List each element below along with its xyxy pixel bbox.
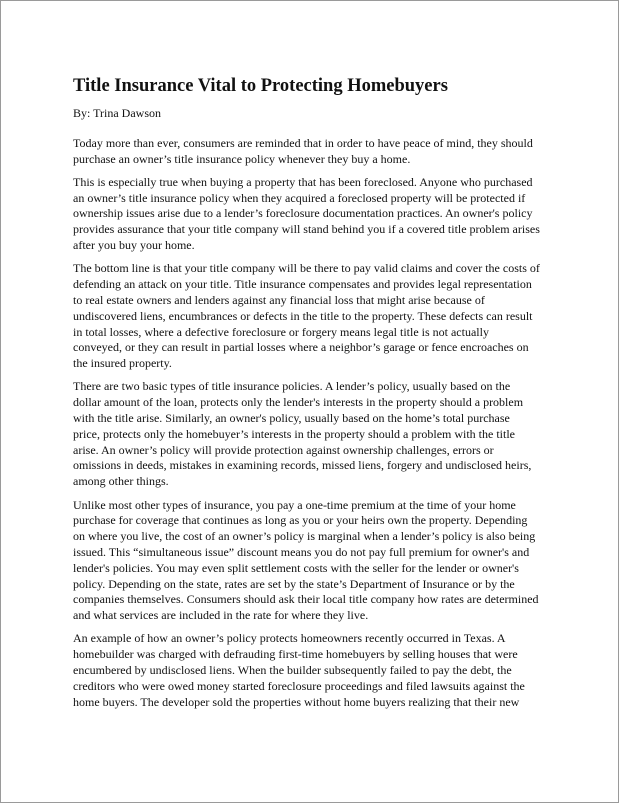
paragraph-6: An example of how an owner’s policy protects homeowners recently occurred in Texas. A homebuilder was charged with defrauding first-time homebuyers by selling houses that were encumbered by undisclosed liens. When the builder subsequently failed to pay the debt, the creditors who were owed money started foreclosure proceedings and filed lawsuits against the home buyers. The developer sold the properties without home buyers realizing that their new <box>73 631 525 709</box>
page-title: Title Insurance Vital to Protecting Homebuyers <box>73 76 448 96</box>
paragraph-2: This is especially true when buying a property that has been foreclosed. Anyone who purchased an owner’s title insurance policy when they acquired a foreclosed property will be protected if ownership issues arise due to a lender’s foreclosure documentation practices. An owner's policy provides assurance that your title company will stand behind you if a covered title problem arises after you buy your home. <box>73 174 540 253</box>
paragraph-4: There are two basic types of title insurance policies. A lender’s policy, usually based on the dollar amount of the loan, protects only the lender's interests in the property should a problem with the title arise. Similarly, an owner's policy, usually based on the home’s total purchase price, protects only the homebuyer’s interests in the property should a problem with the title arise. An owner’s policy will provide protection against ownership challenges, errors or omissions in deeds, mistakes in examining records, missed liens, forgery and undisclosed heirs, among other things. <box>73 379 532 489</box>
byline: By: Trina Dawson <box>73 106 162 120</box>
paragraph-1: Today more than ever, consumers are reminded that in order to have peace of mind, they should purchase an owner’s title insurance policy whenever they buy a home. <box>73 135 533 166</box>
paragraph-3: The bottom line is that your title company will be there to pay valid claims and cover the costs of defending an attack on your title. Title insurance compensates and provides legal representation to real estate owners and lenders against any financial loss that might arise because of undiscovered liens, encumbrances or defects in the title to the property. These defects can result in total losses, where a defective foreclosure or forgery means legal title is not actually conveyed, or they can result in partial losses where a neighbor’s garage or fence encroaches on the insured property. <box>73 261 540 371</box>
paragraph-5: Unlike most other types of insurance, you pay a one-time premium at the time of your home purchase for coverage that continues as long as you or your heirs own the property. Depending on where you live, the cost of an owner’s policy is marginal when a lender’s policy is also being issued. This “simultaneous issue” discount means you do not pay full premium for owner's and lender's policies. You may even split settlement costs with the seller for the lender or owner's policy. Depending on the state, rates are set by the state’s Department of Insurance or by the companies themselves. Consumers should ask their local title company how rates are determined and what services are included in the rate for where they live. <box>73 497 539 623</box>
article-body <box>73 75 553 718</box>
